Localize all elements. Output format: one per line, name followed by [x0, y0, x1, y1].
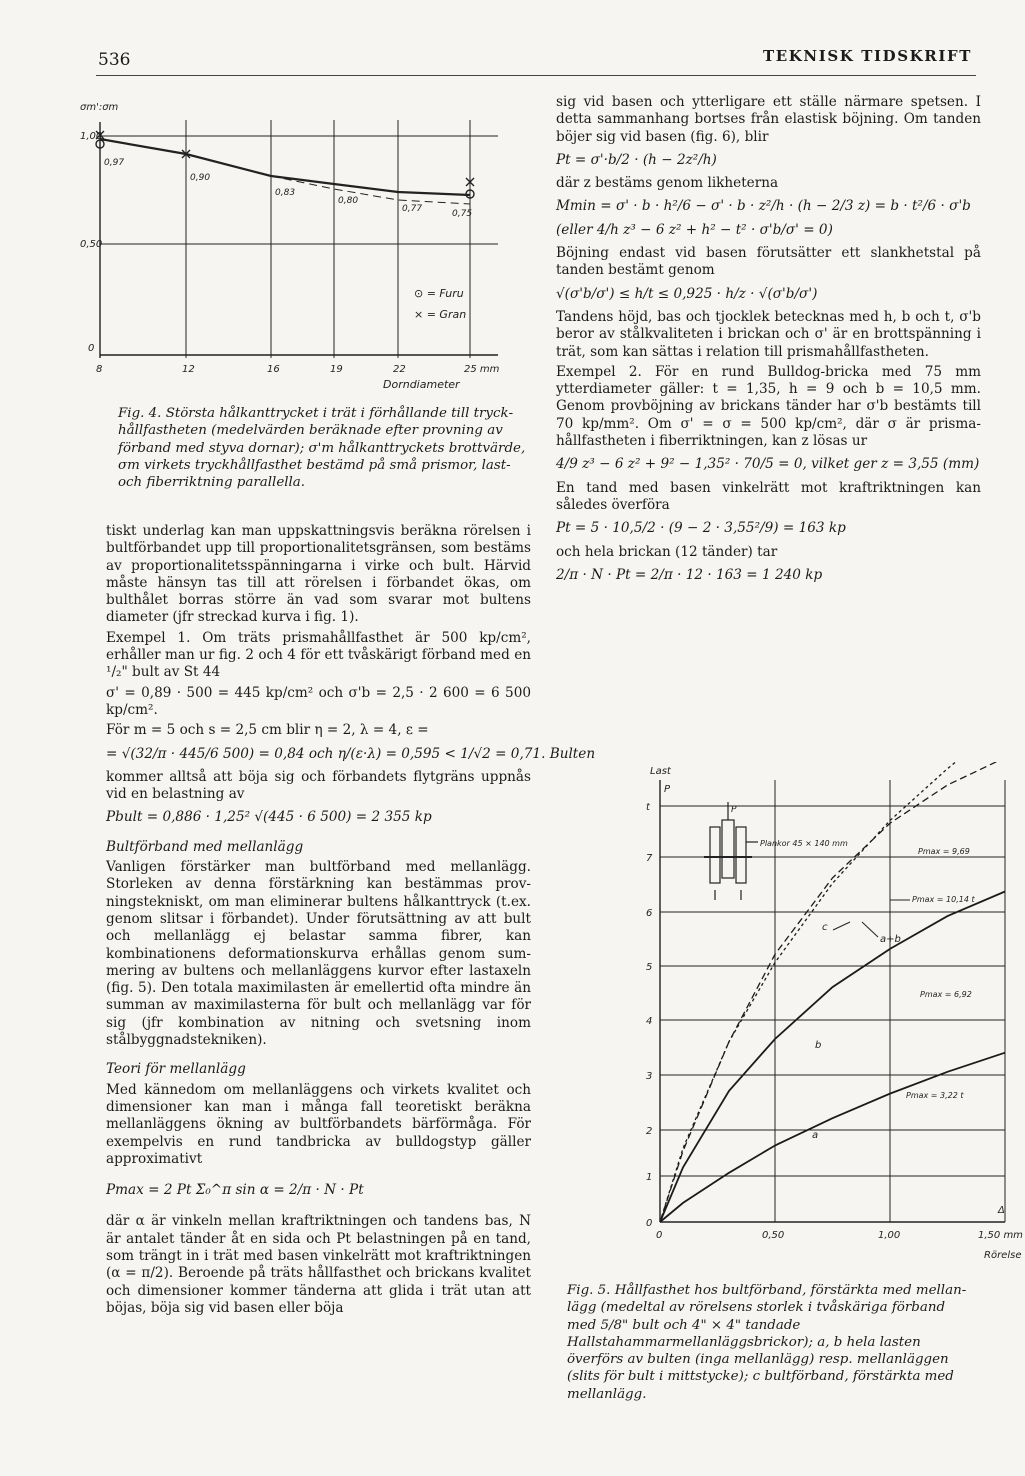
fig5-curve-label-a: a — [812, 1130, 819, 1141]
fig5-curve-b — [660, 892, 1005, 1223]
fig4-xtick-6: 25 mm — [464, 364, 500, 375]
fig5-ytick-2: 2 — [646, 1126, 653, 1137]
right-equation-1: Pt = σ'·b/2 · (h − 2z²/h) — [556, 151, 717, 168]
fig5-leader-c — [833, 922, 850, 930]
fig5-xtick-4: 1,50 mm — [978, 1230, 1023, 1241]
fig5-ytick-7: 7 — [646, 853, 653, 864]
fig4-xlabel: Dorndiameter — [383, 378, 460, 391]
fig4-legend-gran: × = Gran — [414, 308, 467, 321]
right-equation-6: Pt = 5 · 10,5/2 · (9 − 2 · 3,55²/9) = 163 kp — [556, 520, 846, 537]
fig5-ytick-0: 0 — [646, 1218, 653, 1229]
fig5-inset-plank-right — [736, 827, 746, 883]
left-paragraph-6: Vanligen förstärker man bultförband med mellanlägg. Storleken av denna förstärkning kan bestämmas provningstekniskt, om man eliminerar bultens hålkanttryck (t.ex. genom slitsar i förbandet). Under förutsättning av att bult och mellanlägg ej belastar samma fibrer, kan kombinationens deformationskurva erhållas genom summering av bultens och mellanläggens kurvor efter lastaxeln (fig. 5). Den totala maximilasten är emellertid ofta mindre än summan av maximilasterna för bult och mellanlägg var för sig (jfr kombination av nitning och svetsning inom stålbyggnadstekniken). — [106, 859, 531, 1049]
fig5-curve-a — [660, 1053, 1005, 1222]
fig4-ytick-2: 0,50 — [80, 239, 103, 250]
figure-5-chart — [600, 762, 1025, 1282]
fig5-leader-ab — [862, 922, 878, 937]
fig4-point-label-6: 0,75 — [452, 209, 473, 219]
left-equation-3: Pmax = 2 Pt Σ₀^π sin α = 2/π · N · Pt — [106, 1182, 364, 1199]
right-column — [556, 94, 981, 590]
fig5-pmax-label-2: Pmax = 10,14 t — [912, 895, 975, 904]
fig4-point-label-2: 0,90 — [190, 173, 211, 183]
figure-5-caption: Fig. 5. Hållfasthet hos bultförband, förstärkta med mellanlägg (medeltal av rörelsens storlek i tvåskäriga förband med 5/8" bult och 4" × 4" tandade Hallstahammarmellanläggsbrickor); a, b hela lasten överförs av bulten (inga mellanlägg) resp. mellanläggen (slits för bult i mittstycke); c bultförband, förstärkta med mellanlägg. — [567, 1283, 967, 1402]
fig5-pmax-label-1: Pmax = 9,69 — [918, 847, 970, 856]
figure-4-chart — [78, 92, 518, 397]
fig5-xtick-2: 0,50 — [762, 1230, 785, 1241]
fig5-ytick-6: 6 — [646, 908, 653, 919]
fig5-ytick-1: 1 — [646, 1172, 653, 1183]
left-paragraph-5: kommer alltså att böja sig och förbandets flytgräns uppnås vid en belastning av — [106, 768, 531, 803]
fig5-pmax-label-4: Pmax = 3,22 t — [906, 1091, 964, 1100]
fig5-inset-plank-left — [710, 827, 720, 883]
fig5-ylabel-unit: P — [664, 784, 671, 795]
right-equation-2: Mmin = σ' · b · h²/6 − σ' · b · z²/h · (h − 2/3 z) = b · t²/6 · σ'b — [556, 198, 971, 215]
left-equation-2: Pbult = 0,886 · 1,25² √(445 · 6 500) = 2 355 kp — [106, 809, 432, 826]
fig5-ytick-t: t — [646, 802, 650, 813]
right-equation-3: (eller 4/h z³ − 6 z² + h² − t² · σ'b/σ' = 0) — [556, 221, 833, 238]
left-paragraph-7: Med kännedom om mellanläggens och virkets kvalitet och dimensioner kan man i många fall teoretiskt beräkna mellanläggens ökning av bultförbandets bärförmåga. För exempelvis en rund tandbricka av bulldogstyp gäller approximativt — [106, 1081, 531, 1167]
left-paragraph-4: För m = 5 och s = 2,5 cm blir η = 2, λ = 4, ε = — [106, 722, 429, 739]
fig5-pmax-label-3: Pmax = 6,92 — [920, 990, 972, 999]
right-paragraph-3: Böjning endast vid basen förutsätter ett slankhetstal på tanden bestämt genom — [556, 245, 981, 279]
fig5-ytick-3: 3 — [646, 1071, 653, 1082]
left-paragraph-3: σ' = 0,89 · 500 = 445 kp/cm² och σ'b = 2,5 · 2 600 = 6 500 kp/cm². — [106, 684, 531, 718]
left-paragraph-8: där α är vinkeln mellan kraftriktningen och tandens bas, N är antalet tänder åt en sida och Pt belastningen på en tand, som trängt in i trät med basen vinkelrätt mot kraftriktningen (α = π/2). Beroende på träts hållfasthet och brickans kvalitet och dimensioner kommer tänderna att glida i trät utan att böjas, böja sig vid basen eller böja — [106, 1213, 531, 1316]
section-heading-bultforband: Bultförband med mellanlägg — [106, 838, 304, 855]
right-paragraph-2: där z bestäms genom likheterna — [556, 175, 779, 192]
fig5-xtick-1: 0 — [656, 1230, 663, 1241]
fig5-delta-label: Δ — [998, 1205, 1005, 1216]
fig4-mean-curve — [100, 139, 470, 195]
header-rule — [96, 75, 976, 76]
left-paragraph-1: tiskt underlag kan man uppskattningsvis beräkna rörelsen i bultförbandet upp till proportionalitetsgränsen, som bestäms av proportionalitetsspänningarna i virke och bult. Härvid måste hänsyn tas till att rörelsen i förbandet ökas, om bulthålet borras större än vad som svarar mot bultens diameter (jfr streckad kurva i fig. 1). — [106, 523, 531, 626]
right-paragraph-1: sig vid basen och ytterligare ett ställe närmare spetsen. I detta sammanhang bortses från elastisk böjning. Om tanden böjer sig vid basen (fig. 6), blir — [556, 94, 981, 145]
left-paragraph-2: Exempel 1. Om träts prismahållfasthet är 500 kp/cm², erhåller man ur fig. 2 och 4 för ett tvåskärigt förband med en ¹/₂" bult av St 44 — [106, 629, 531, 681]
fig4-ytick-3: 0 — [88, 343, 95, 354]
right-equation-4: √(σ'b/σ') ≤ h/t ≤ 0,925 · h/z · √(σ'b/σ') — [556, 285, 818, 302]
fig4-legend-furu: ⊙ = Furu — [414, 287, 464, 300]
figure-4-caption: Fig. 4. Största hålkanttrycket i trät i förhållande till tryckhållfastheten (medelvärden beräknade efter provning av förband med styva dornar); σ'm hålkanttryckets brottvärde, σm virkets tryckhållfasthet bestämd på små prismor, last- och fiberriktning parallella. — [118, 406, 526, 491]
right-paragraph-5: Exempel 2. För en rund Bulldog-bricka med 75 mm ytterdiameter gäller: t = 1,35, h = 9 och b = 10,5 mm. Genom provböjning av brickans tänder har σ'b bestämts till 70 kp/mm². Om σ' = σ = 500 kp/cm², där σ är prismahållfastheten i fiberriktningen, kan z lösas ur — [556, 363, 981, 450]
fig5-inset-force-label: P — [731, 805, 737, 815]
left-equation-1: = √(32/π · 445/6 500) = 0,84 och η/(ε·λ) = 0,595 < 1/√2 = 0,71. Bulten — [106, 745, 596, 762]
fig4-point-label-1: 0,97 — [104, 158, 125, 168]
fig5-curve-label-ab: a+b — [880, 934, 901, 945]
page-number: 536 — [98, 50, 131, 70]
right-equation-5: 4/9 z³ − 6 z² + 9² − 1,35² · 70/5 = 0, vilket ger z = 3,55 (mm) — [556, 456, 980, 473]
fig5-ylabel: Last — [650, 766, 671, 777]
right-paragraph-4: Tandens höjd, bas och tjocklek betecknas med h, b och t, σ'b beror av stålkvaliteten i brickan och σ' är en brottspänning i trät, som kan sättas i relation till prismahållfastheten. — [556, 308, 981, 360]
fig4-point-label-3: 0,83 — [275, 188, 296, 198]
right-paragraph-7: och hela brickan (12 tänder) tar — [556, 543, 778, 560]
fig5-inset-plank-mid — [722, 820, 734, 878]
fig4-xtick-1: 8 — [96, 364, 103, 375]
fig5-xtick-3: 1,00 — [878, 1230, 901, 1241]
fig5-curve-label-c: c — [822, 922, 828, 933]
right-equation-7: 2/π · N · Pt = 2/π · 12 · 163 = 1 240 kp — [556, 566, 823, 583]
fig4-ytick-1: 1,00 — [80, 131, 103, 142]
fig5-inset-label: Plankor 45 × 140 mm — [760, 839, 848, 848]
section-heading-teori: Teori för mellanlägg — [106, 1061, 246, 1078]
fig4-point-label-4: 0,80 — [338, 196, 359, 206]
fig4-xtick-3: 16 — [267, 364, 280, 375]
fig5-ytick-4: 4 — [646, 1016, 653, 1027]
fig5-inset-drawing — [704, 802, 758, 900]
left-column — [106, 523, 596, 1320]
fig4-xtick-4: 19 — [330, 364, 343, 375]
right-paragraph-6: En tand med basen vinkelrätt mot kraftriktningen kan således överföra — [556, 479, 981, 513]
journal-title: TEKNISK TIDSKRIFT — [763, 47, 973, 65]
fig5-ytick-5: 5 — [646, 962, 653, 973]
fig4-point-label-5: 0,77 — [402, 204, 423, 214]
fig5-xlabel: Rörelse — [984, 1250, 1022, 1261]
fig4-xtick-5: 22 — [393, 364, 406, 375]
fig5-curve-label-b: b — [815, 1040, 822, 1051]
fig4-ylabel: σm':σm — [80, 102, 119, 113]
fig4-xtick-2: 12 — [182, 364, 195, 375]
